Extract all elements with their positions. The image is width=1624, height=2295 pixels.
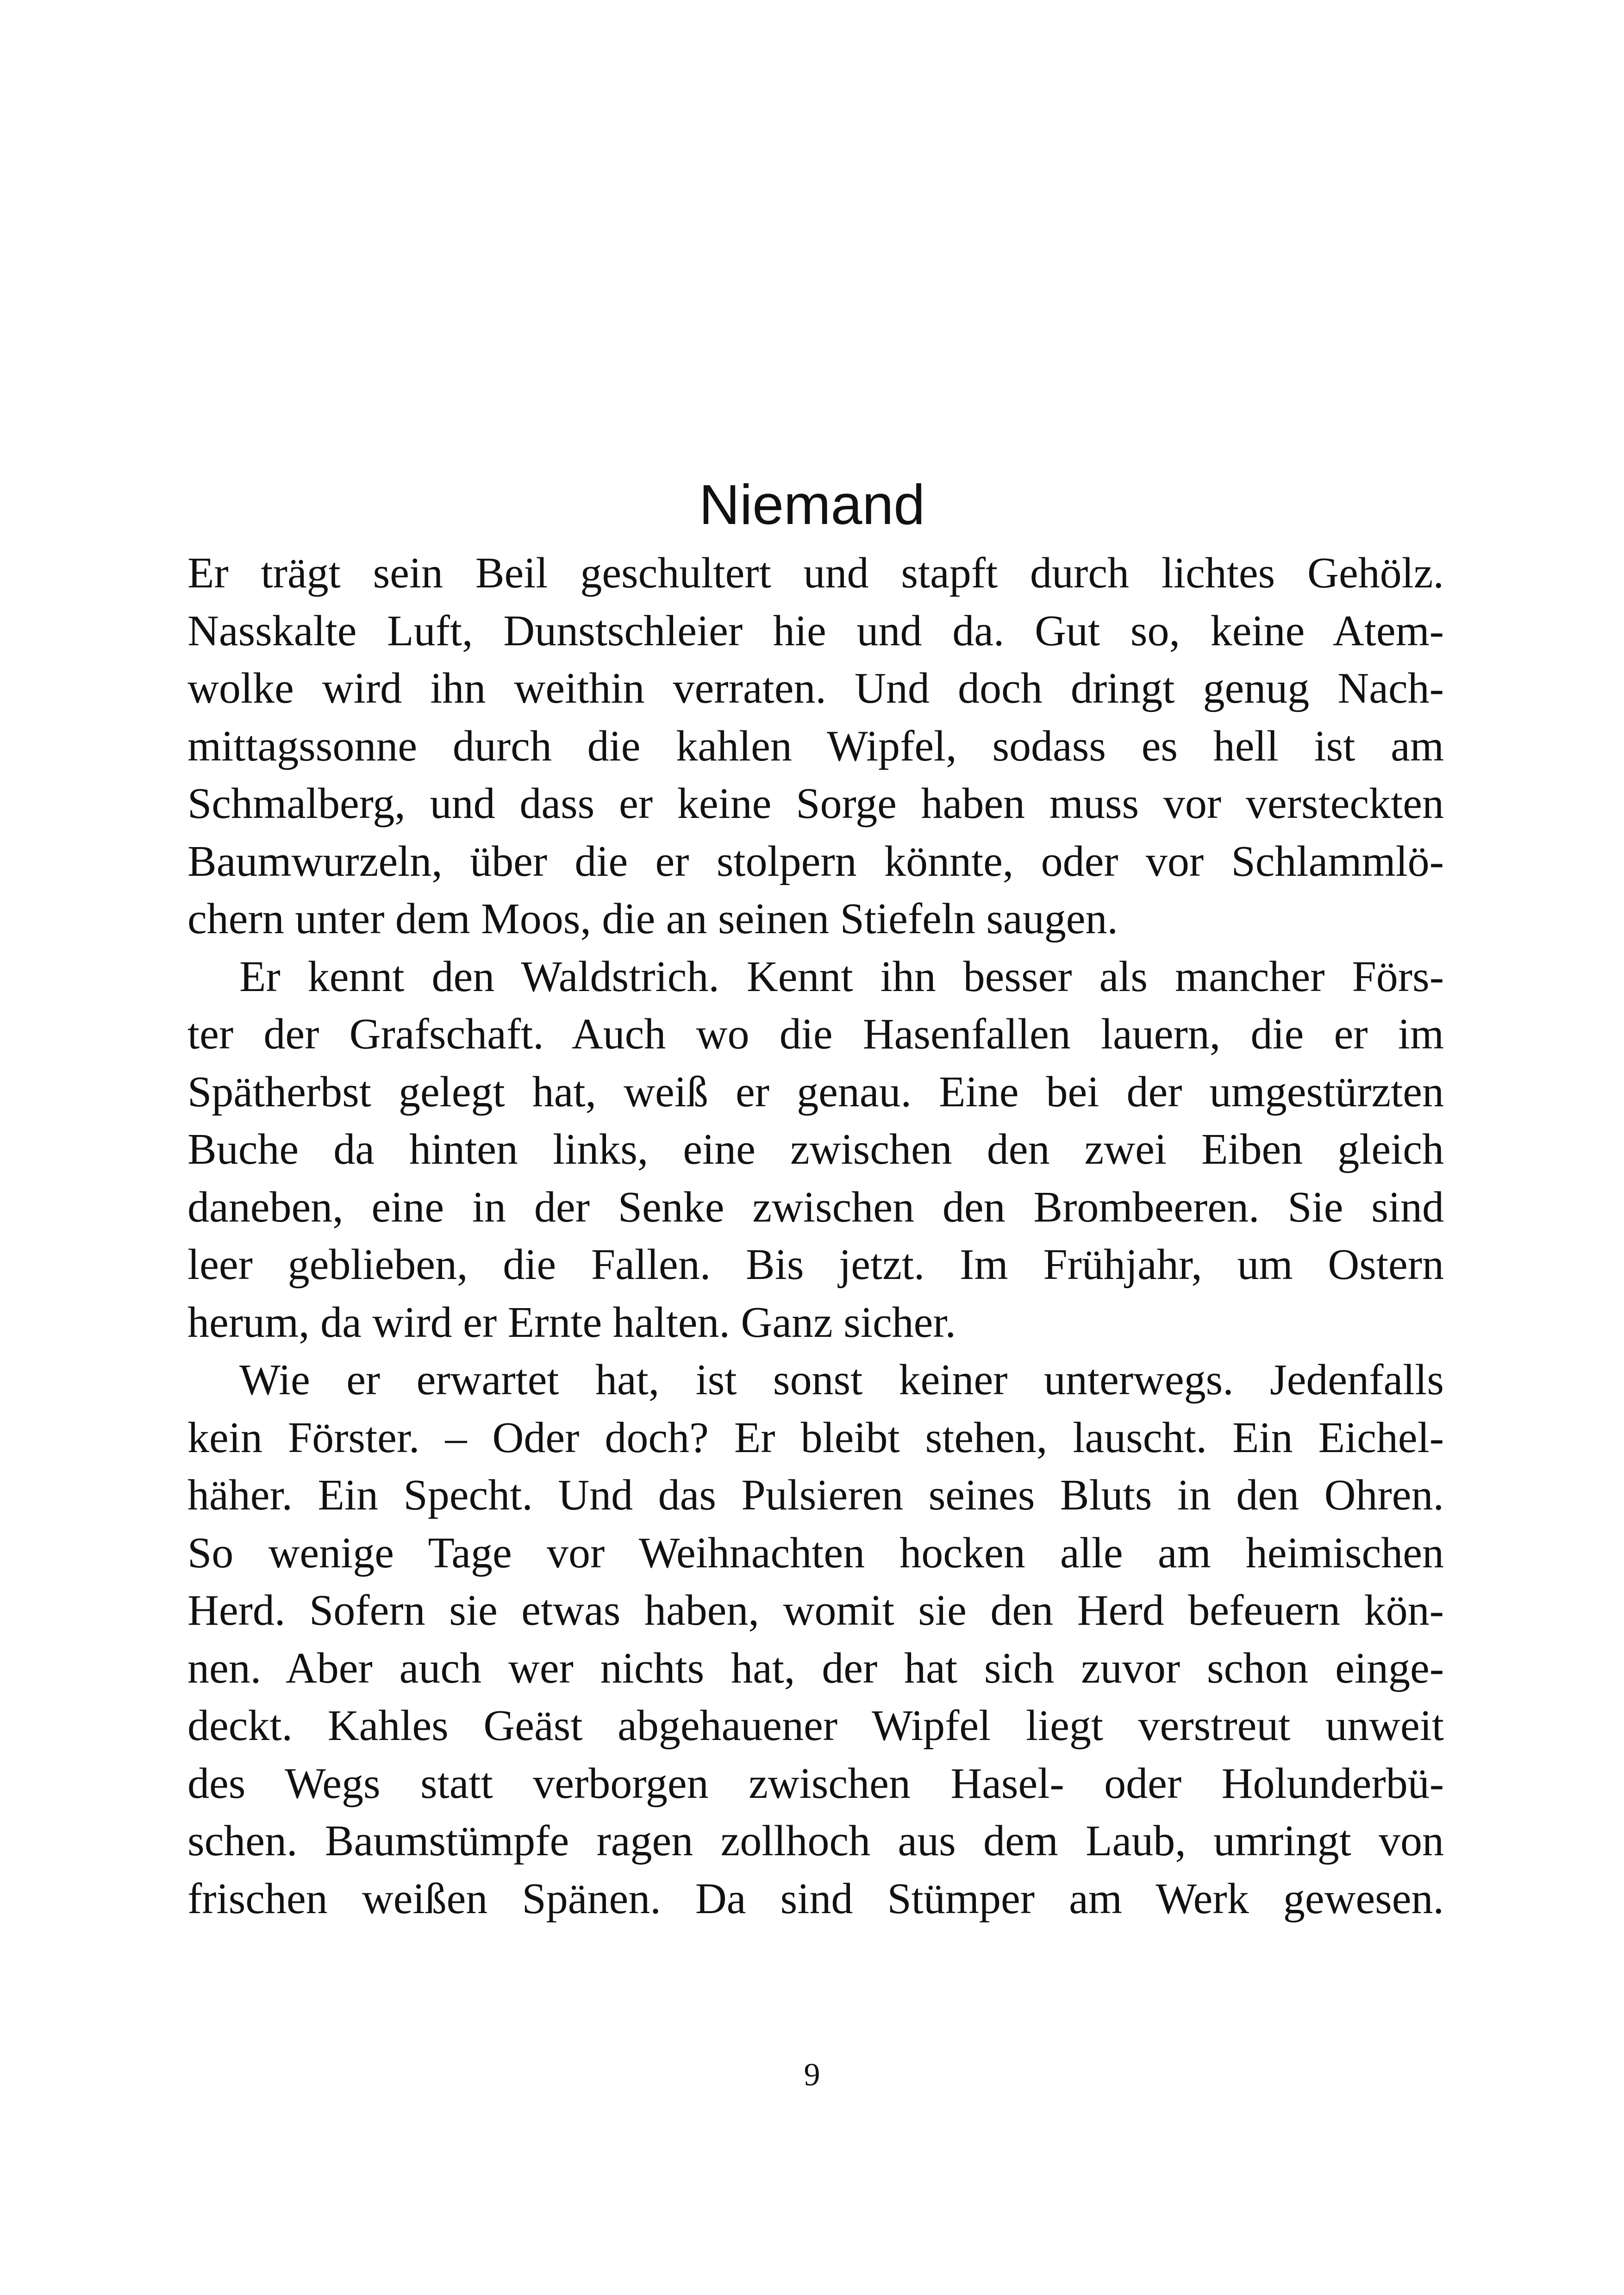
text-line: ter der Grafschaft. Auch wo die Hasenfallen lauern, die er im xyxy=(187,1010,1444,1058)
text-line: schen. Baumstümpfe ragen zollhoch aus dem Laub, umringt von xyxy=(187,1817,1444,1865)
text-line: Er trägt sein Beil geschultert und stapft durch lichtes Gehölz. xyxy=(187,549,1444,597)
text-line: Er kennt den Waldstrich. Kennt ihn besser als mancher Förs- xyxy=(239,952,1444,1001)
text-line: Baumwurzeln, über die er stolpern könnte, oder vor Schlammlö- xyxy=(187,837,1444,886)
text-line: mittagssonne durch die kahlen Wipfel, sodass es hell ist am xyxy=(187,722,1444,770)
page-number: 9 xyxy=(804,2057,820,2093)
body-text xyxy=(187,544,1444,1927)
text-line: frischen weißen Spänen. Da sind Stümper am Werk gewesen. xyxy=(187,1874,1444,1923)
text-line: wolke wird ihn weithin verraten. Und doch dringt genug Nach- xyxy=(187,664,1444,712)
text-line: deckt. Kahles Geäst abgehauener Wipfel liegt verstreut unweit xyxy=(187,1702,1444,1750)
text-line: So wenige Tage vor Weihnachten hocken alle am heimischen xyxy=(187,1528,1444,1577)
text-line: daneben, eine in der Senke zwischen den Brombeeren. Sie sind xyxy=(187,1183,1444,1231)
text-line: kein Förster. – Oder doch? Er bleibt stehen, lauscht. Ein Eichel- xyxy=(187,1413,1444,1462)
text-line: Herd. Sofern sie etwas haben, womit sie den Herd befeuern kön- xyxy=(187,1586,1444,1634)
text-line: chern unter dem Moos, die an seinen Stiefeln saugen. xyxy=(187,895,1118,943)
text-line: Wie er erwartet hat, ist sonst keiner unterwegs. Jedenfalls xyxy=(239,1356,1444,1404)
text-line: Spätherbst gelegt hat, weiß er genau. Eine bei der umgestürzten xyxy=(187,1067,1444,1116)
text-line: häher. Ein Specht. Und das Pulsieren seines Bluts in den Ohren. xyxy=(187,1471,1444,1519)
text-line: Schmalberg, und dass er keine Sorge haben muss vor versteckten xyxy=(187,780,1444,828)
text-line: nen. Aber auch wer nichts hat, der hat sich zuvor schon einge- xyxy=(187,1644,1444,1692)
text-line: Buche da hinten links, eine zwischen den zwei Eiben gleich xyxy=(187,1125,1444,1173)
text-line: des Wegs statt verborgen zwischen Hasel- oder Holunderbü- xyxy=(187,1759,1444,1808)
text-line: herum, da wird er Ernte halten. Ganz sicher. xyxy=(187,1298,956,1347)
chapter-title: Niemand xyxy=(699,473,925,536)
text-line: leer geblieben, die Fallen. Bis jetzt. Im Frühjahr, um Ostern xyxy=(187,1241,1444,1289)
text-line: Nasskalte Luft, Dunstschleier hie und da. Gut so, keine Atem- xyxy=(187,606,1444,655)
